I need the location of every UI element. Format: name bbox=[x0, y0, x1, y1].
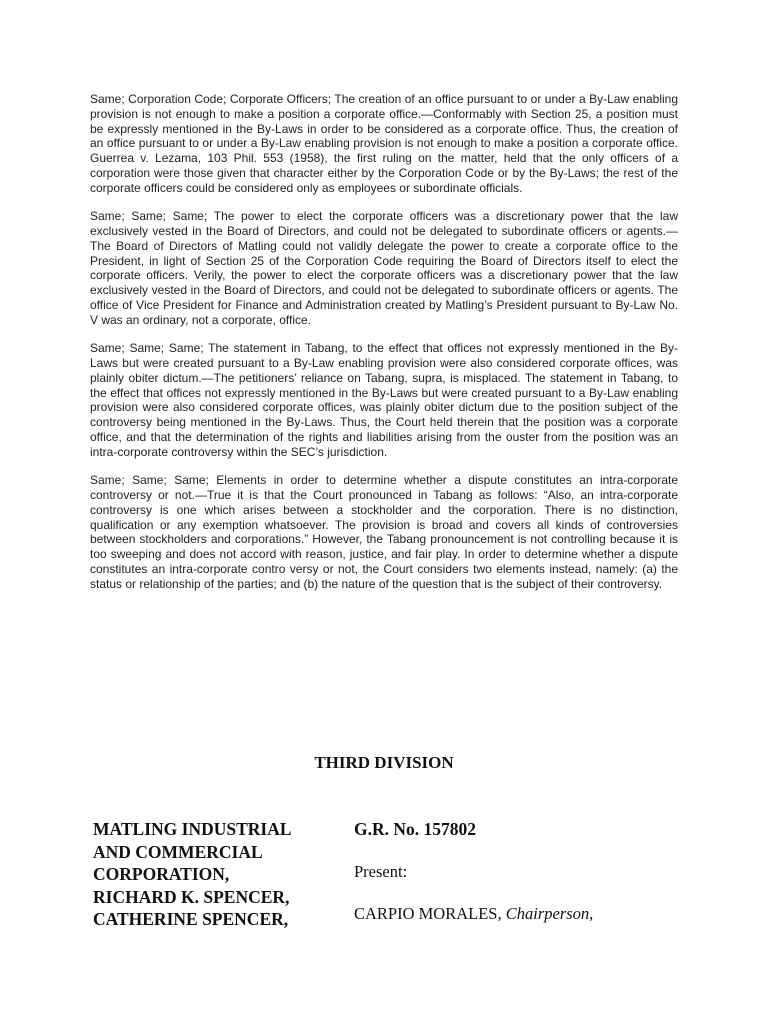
present-label: Present: bbox=[354, 861, 408, 881]
division-heading: THIRD DIVISION bbox=[314, 753, 454, 772]
party-line: AND COMMERCIAL bbox=[93, 841, 263, 862]
syllabus-paragraph: Same; Corporation Code; Corporate Officers; The creation of an office pursuant to or under a By-Law enabling provision is not enough to make a position a corporate office.—Conformably with Section 25, a position must be expressly mentioned in the By-Laws in order to be considered as a corporate office. Thus, the creation of an office pursuant to or under a By-Law enabling provision is not enough to make a position a corporate office. Guerrea v. Lezama, 103 Phil. 553 (1958), the first ruling on the matter, held that the only officers of a corporation were those given that character either by the Corporation Code or by the By-Laws; the rest of the corporate officers could be considered only as employees or subordinate officials. bbox=[90, 92, 678, 195]
syllabus-paragraph: Same; Same; Same; The power to elect the corporate officers was a discretionary power that the law exclusively vested in the Board of Directors, and could not be delegated to subordinate officers or agents.—The Board of Directors of Matling could not validly delegate the power to create a corporate office to the President, in light of Section 25 of the Corporation Code requiring the Board of Directors itself to elect the corporate officers. Verily, the power to elect the corporate officers was a discretionary power that the law exclusively vested in the Board of Directors, and could not be delegated to subordinate officers or agents. The office of Vice President for Finance and Administration created by Matling’s President pursuant to By-Law No. V was an ordinary, not a corporate, office. bbox=[90, 209, 678, 327]
syllabus-paragraph: Same; Same; Same; The statement in Tabang, to the effect that offices not expressly mentioned in the By-Laws but were created pursuant to a By-Law enabling provision were also considered corporate offices, was plainly obiter dictum.—The petitioners’ reliance on Tabang, supra, is misplaced. The statement in Tabang, to the effect that offices not expressly mentioned in the By-Laws but were created pursuant to a By-Law enabling provision were also considered corporate offices, was plainly obiter dictum due to the position subject of the controversy being mentioned in the By-Laws. Thus, the Court held therein that the position was a corporate office, and that the determination of the rights and liabilities arising from the ouster from the position was an intra-corporate controversy within the SEC’s jurisdiction. bbox=[90, 341, 678, 459]
case-number: G.R. No. 157802 bbox=[354, 819, 477, 839]
party-line: MATLING INDUSTRIAL bbox=[93, 819, 292, 839]
party-line: CATHERINE SPENCER, bbox=[93, 909, 289, 929]
member-title: Chairperson, bbox=[505, 903, 594, 923]
member-name: CARPIO MORALES, bbox=[354, 903, 502, 923]
syllabus-section bbox=[90, 92, 678, 605]
syllabus-paragraph: Same; Same; Same; Elements in order to determine whether a dispute constitutes an intra-corporate controversy or not.—True it is that the Court pronounced in Tabang as follows: “Also, an intra-corporate controversy is one which arises between a stockholder and the corporation. There is no distinction, qualification or any exemption whatsoever. The provision is broad and covers all kinds of controversies between stockholders and corporations.” However, the Tabang pronouncement is not controlling because it is too sweeping and does not accord with reason, justice, and fair play. In order to determine whether a dispute constitutes an intra-corporate contro versy or not, the Court considers two elements instead, namely: (a) the status or relationship of the parties; and (b) the nature of the question that is the subject of their controversy. bbox=[90, 473, 678, 591]
parties-block bbox=[93, 818, 333, 931]
court-member bbox=[354, 903, 734, 925]
case-info-block bbox=[354, 818, 734, 925]
party-line: CORPORATION, bbox=[93, 864, 230, 884]
party-line: RICHARD K. SPENCER, bbox=[93, 886, 290, 907]
